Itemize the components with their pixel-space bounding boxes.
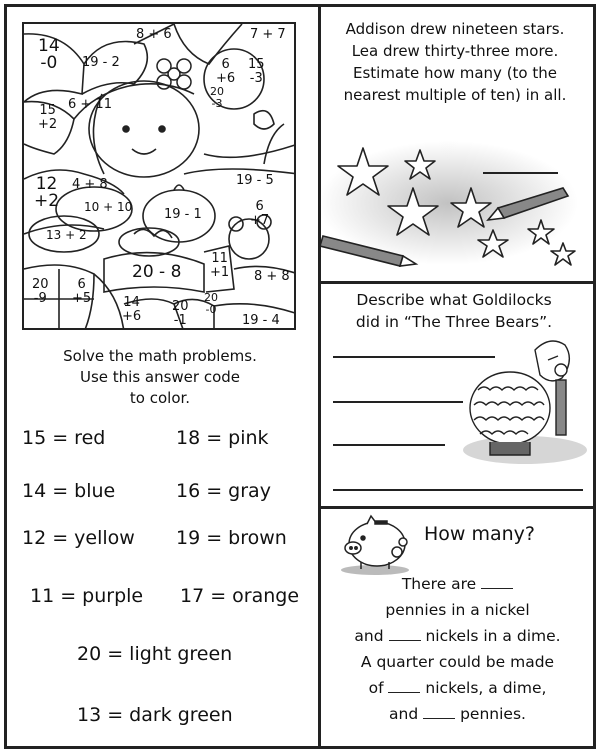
piggy-bank-icon	[337, 512, 415, 576]
problem: 8 + 8	[254, 269, 290, 284]
color-code-item: 18 = pink	[176, 427, 269, 449]
problem-line: Lea drew thirty-three more.	[351, 42, 559, 60]
color-code-item: 14 = blue	[22, 480, 116, 502]
coins-text: of	[368, 679, 384, 697]
coins-text: A quarter could be made	[360, 653, 555, 671]
problem: 6 +5	[72, 277, 92, 306]
answer-line	[333, 444, 445, 446]
problem: 6 +6	[216, 57, 236, 86]
coins-text: nickels in a dime.	[425, 627, 561, 645]
section-divider-1	[321, 281, 596, 284]
answer-line	[333, 401, 463, 403]
coins-text: There are	[401, 575, 477, 593]
color-code-item: 12 = yellow	[22, 527, 135, 549]
problem: 20 -9	[32, 277, 49, 306]
stars-word-problem	[320, 18, 590, 106]
answer-blank	[481, 577, 513, 589]
problem: 12 +2	[34, 174, 60, 211]
stars-and-pencils-illustration	[318, 128, 590, 272]
problem-line: Estimate how many (to the	[353, 64, 557, 82]
problem: 11 +1	[210, 251, 230, 280]
instruction-line: Use this answer code	[79, 368, 241, 386]
problem: 19 - 2	[82, 55, 120, 70]
problem: 6 +7	[250, 199, 270, 228]
problem: 20 -1	[172, 299, 189, 328]
problem: 20 -3	[210, 85, 224, 110]
coins-text: pennies in a nickel	[385, 601, 530, 619]
goldilocks-illustration	[450, 330, 588, 470]
problem-line: Addison drew nineteen stars.	[345, 20, 565, 38]
coins-text: pennies.	[460, 705, 526, 723]
problem: 8 + 6	[136, 27, 172, 42]
prompt-line: did in “The Three Bears”.	[355, 313, 553, 331]
problem: 20 - 8	[132, 262, 182, 282]
problem: 15 +2	[38, 103, 58, 132]
problem: 15 -3	[248, 57, 265, 86]
problem: 14 +6	[122, 295, 142, 324]
answer-line	[333, 489, 583, 491]
goldilocks-prompt	[318, 289, 590, 333]
problem: 20 -0	[204, 291, 218, 316]
color-code-item: 13 = dark green	[77, 704, 233, 726]
coins-questions	[330, 571, 585, 727]
problem: 6 + 11	[68, 97, 112, 112]
color-code-item: 17 = orange	[180, 585, 300, 607]
coins-text: and	[389, 705, 419, 723]
color-code-item: 11 = purple	[30, 585, 144, 607]
prompt-line: Describe what Goldilocks	[356, 291, 552, 309]
answer-blank	[389, 629, 421, 641]
color-code-item: 15 = red	[22, 427, 106, 449]
how-many-title: How many?	[424, 523, 536, 545]
coloring-instructions	[30, 346, 290, 409]
color-code-item: 16 = gray	[176, 480, 271, 502]
problem: 4 + 8	[72, 177, 108, 192]
problem: 19 - 1	[164, 207, 202, 222]
answer-blank	[423, 707, 455, 719]
problem: 10 + 10	[84, 200, 133, 214]
coins-text: nickels, a dime,	[425, 679, 547, 697]
instruction-line: to color.	[129, 389, 191, 407]
color-by-number-picture	[22, 22, 296, 330]
color-code-item: 19 = brown	[176, 527, 287, 549]
color-code-item: 20 = light green	[77, 643, 233, 665]
problem: 19 - 4	[242, 313, 280, 328]
answer-blank	[388, 681, 420, 693]
problem: 19 - 5	[236, 173, 274, 188]
problem: 13 + 2	[46, 228, 87, 242]
problem: 14 -0	[38, 36, 60, 73]
problem-line: nearest multiple of ten) in all.	[343, 86, 567, 104]
section-divider-2	[321, 506, 596, 509]
instruction-line: Solve the math problems.	[63, 347, 257, 365]
coins-text: and	[354, 627, 384, 645]
problem: 7 + 7	[250, 27, 286, 42]
column-divider	[318, 7, 321, 746]
